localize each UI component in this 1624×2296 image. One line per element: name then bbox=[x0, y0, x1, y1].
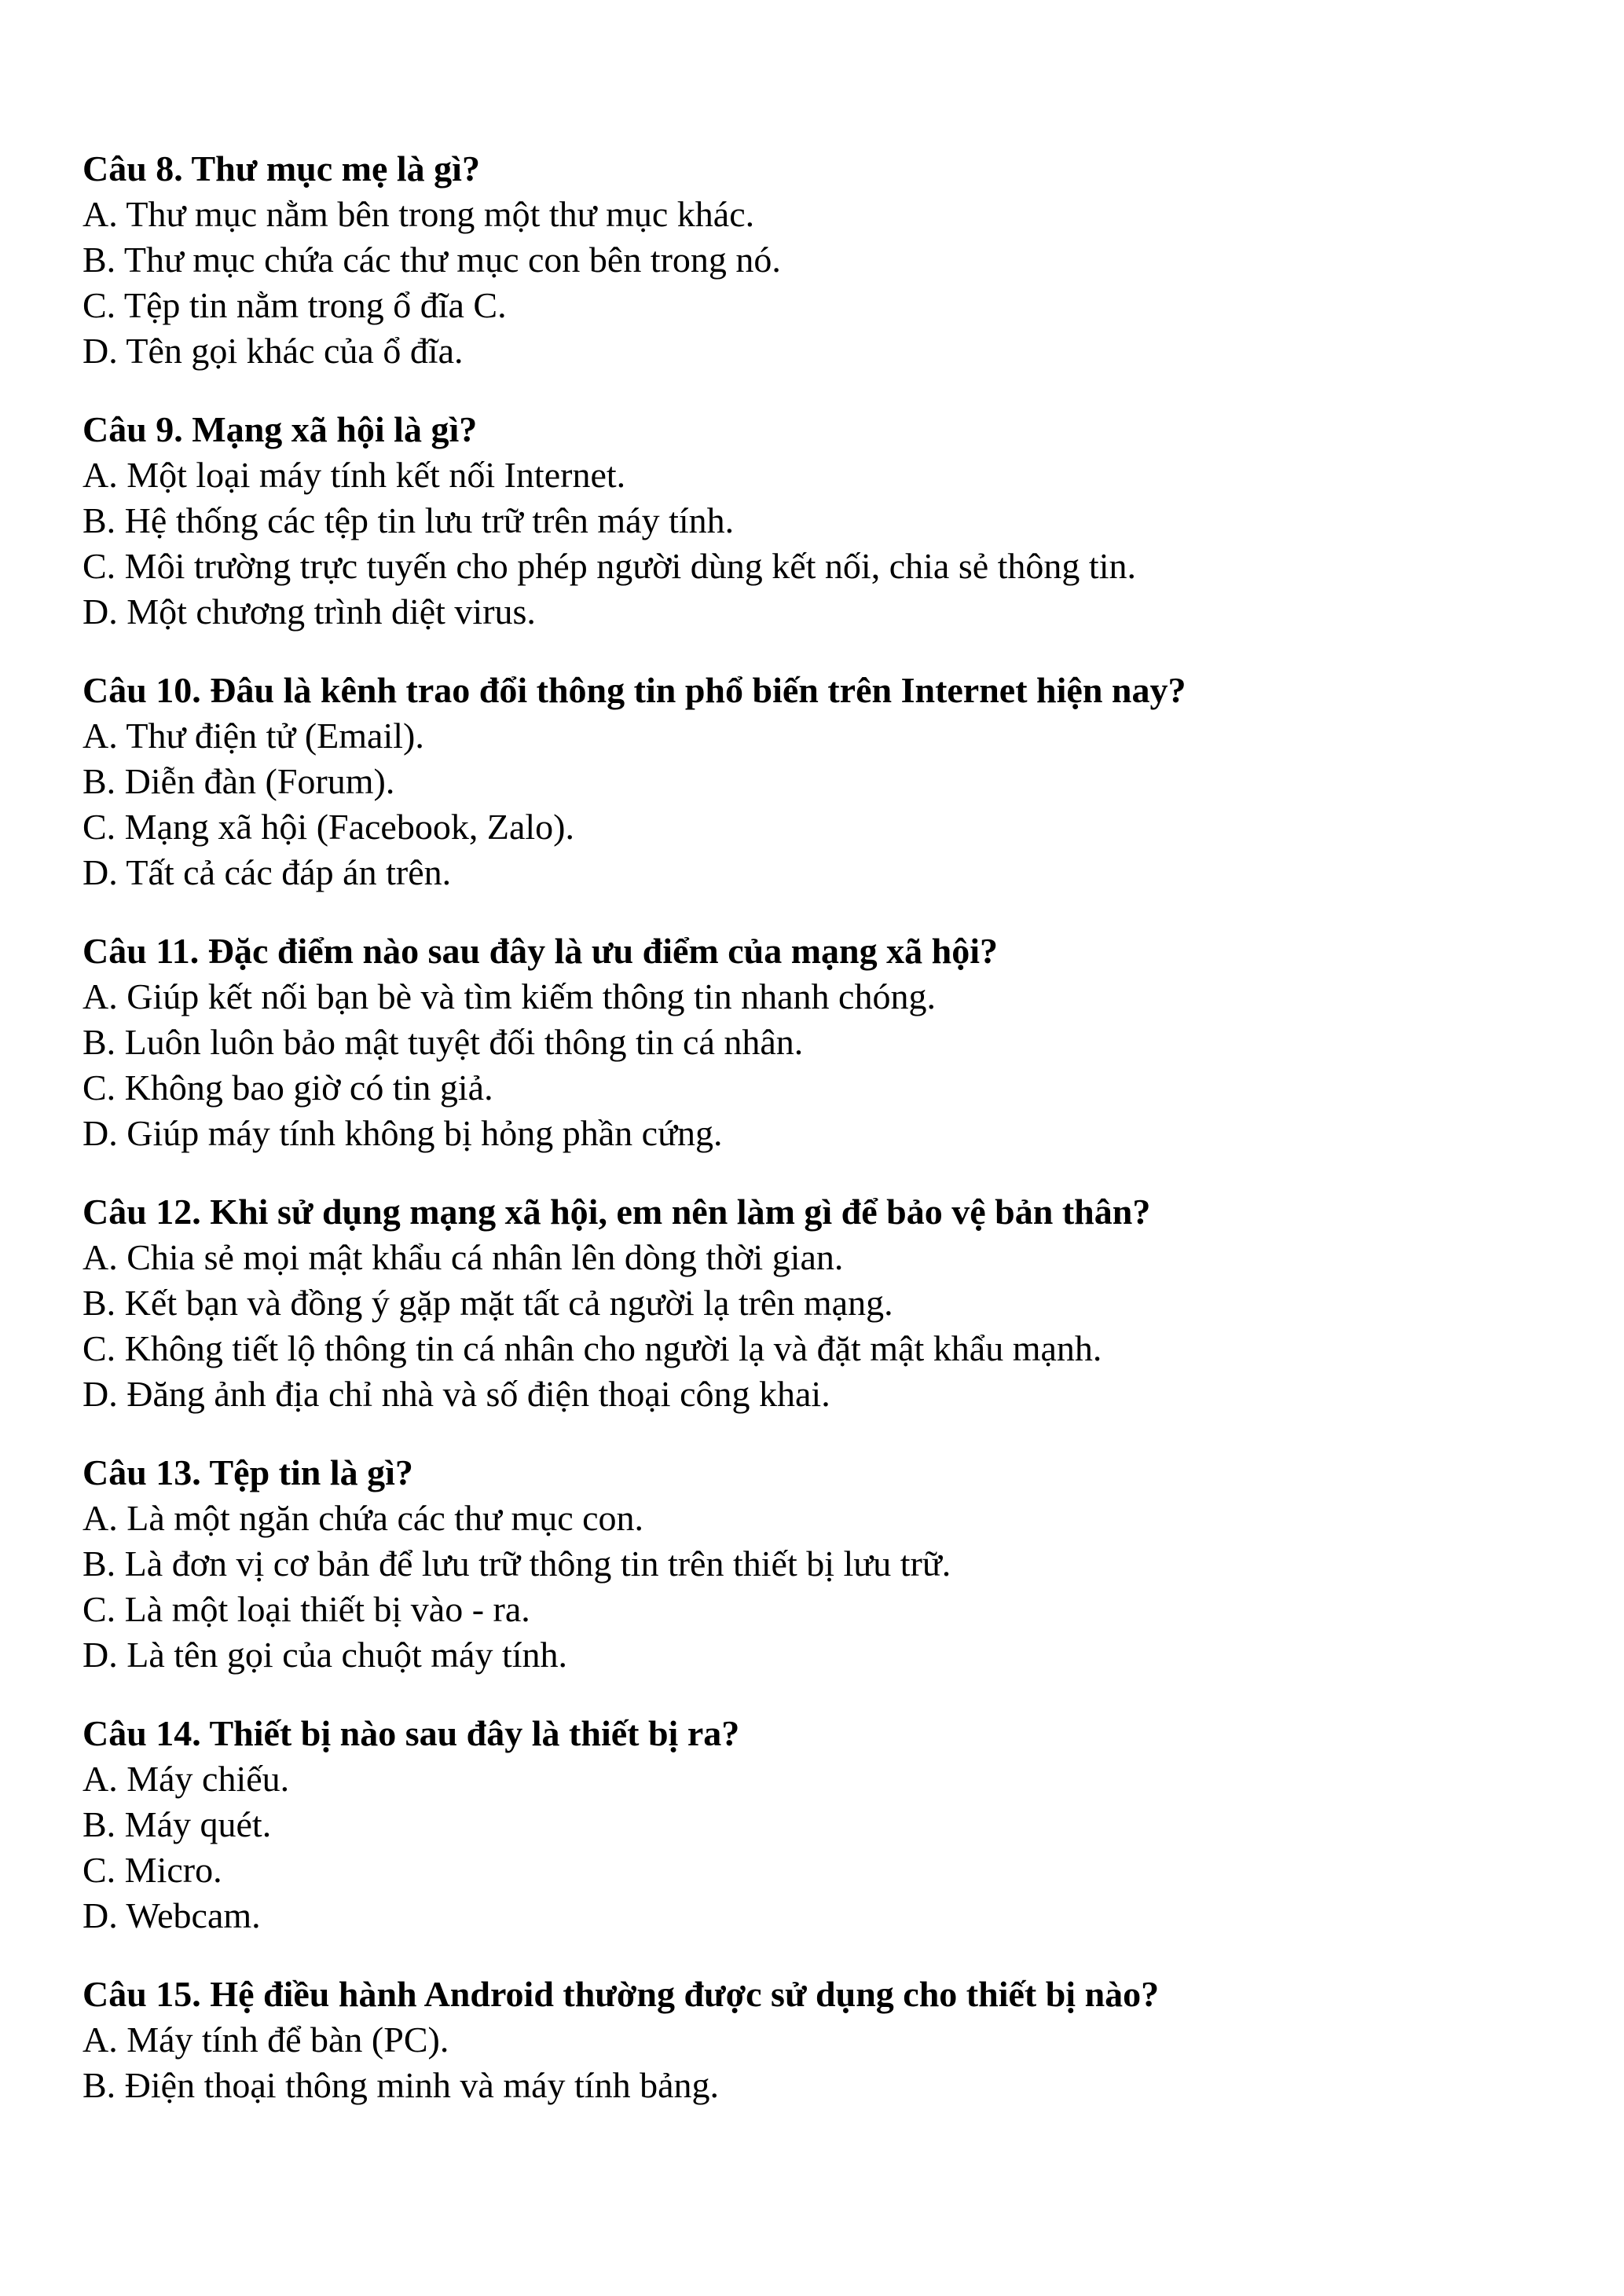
question-block-14 bbox=[82, 1711, 1553, 1939]
answer-option: D. Đăng ảnh địa chỉ nhà và số điện thoại công khai. bbox=[82, 1374, 830, 1414]
answer-option: B. Là đơn vị cơ bản để lưu trữ thông tin trên thiết bị lưu trữ. bbox=[82, 1543, 951, 1584]
answer-option: B. Thư mục chứa các thư mục con bên trong nó. bbox=[82, 240, 781, 280]
answer-option: B. Máy quét. bbox=[82, 1804, 272, 1844]
question-block-13 bbox=[82, 1450, 1553, 1678]
answer-option: A. Chia sẻ mọi mật khẩu cá nhân lên dòng thời gian. bbox=[82, 1237, 844, 1277]
question-block-8 bbox=[82, 146, 1553, 374]
answer-option: A. Thư điện tử (Email). bbox=[82, 716, 424, 756]
answer-option: A. Thư mục nằm bên trong một thư mục khác. bbox=[82, 194, 755, 234]
answer-option: A. Máy tính để bàn (PC). bbox=[82, 2020, 449, 2060]
answer-option: A. Máy chiếu. bbox=[82, 1759, 290, 1799]
question-block-12 bbox=[82, 1189, 1553, 1417]
answer-option: C. Là một loại thiết bị vào - ra. bbox=[82, 1589, 530, 1629]
answer-option: D. Webcam. bbox=[82, 1895, 261, 1935]
answer-option: C. Môi trường trực tuyến cho phép người dùng kết nối, chia sẻ thông tin. bbox=[82, 546, 1136, 586]
question-heading: Câu 13. Tệp tin là gì? bbox=[82, 1452, 413, 1492]
answer-option: C. Micro. bbox=[82, 1850, 222, 1890]
answer-option: D. Tất cả các đáp án trên. bbox=[82, 852, 452, 892]
question-heading: Câu 8. Thư mục mẹ là gì? bbox=[82, 148, 480, 189]
answer-option: C. Không bao giờ có tin giả. bbox=[82, 1067, 493, 1108]
answer-option: A. Giúp kết nối bạn bè và tìm kiếm thông tin nhanh chóng. bbox=[82, 976, 936, 1016]
question-heading: Câu 11. Đặc điểm nào sau đây là ưu điểm của mạng xã hội? bbox=[82, 931, 998, 971]
question-heading: Câu 12. Khi sử dụng mạng xã hội, em nên làm gì để bảo vệ bản thân? bbox=[82, 1192, 1151, 1232]
question-heading: Câu 14. Thiết bị nào sau đây là thiết bị ra? bbox=[82, 1713, 740, 1753]
question-heading: Câu 10. Đâu là kênh trao đổi thông tin phổ biến trên Internet hiện nay? bbox=[82, 670, 1186, 710]
answer-option: C. Không tiết lộ thông tin cá nhân cho người lạ và đặt mật khẩu mạnh. bbox=[82, 1328, 1102, 1368]
question-block-10 bbox=[82, 668, 1553, 895]
answer-option: B. Hệ thống các tệp tin lưu trữ trên máy tính. bbox=[82, 500, 735, 540]
question-block-9 bbox=[82, 407, 1553, 635]
question-heading: Câu 9. Mạng xã hội là gì? bbox=[82, 409, 478, 449]
question-block-15 bbox=[82, 1972, 1553, 2108]
answer-option: D. Giúp máy tính không bị hỏng phần cứng. bbox=[82, 1113, 723, 1153]
answer-option: B. Điện thoại thông minh và máy tính bảng. bbox=[82, 2065, 720, 2105]
answer-option: D. Tên gọi khác của ổ đĩa. bbox=[82, 331, 464, 371]
answer-option: A. Là một ngăn chứa các thư mục con. bbox=[82, 1498, 644, 1538]
answer-option: D. Là tên gọi của chuột máy tính. bbox=[82, 1635, 568, 1675]
answer-option: B. Luôn luôn bảo mật tuyệt đối thông tin cá nhân. bbox=[82, 1022, 804, 1062]
answer-option: D. Một chương trình diệt virus. bbox=[82, 591, 536, 632]
question-block-11 bbox=[82, 928, 1553, 1156]
answer-option: C. Mạng xã hội (Facebook, Zalo). bbox=[82, 807, 574, 847]
answer-option: B. Diễn đàn (Forum). bbox=[82, 761, 395, 801]
question-heading: Câu 15. Hệ điều hành Android thường được sử dụng cho thiết bị nào? bbox=[82, 1974, 1160, 2014]
answer-option: C. Tệp tin nằm trong ổ đĩa C. bbox=[82, 285, 507, 325]
answer-option: B. Kết bạn và đồng ý gặp mặt tất cả người lạ trên mạng. bbox=[82, 1283, 893, 1323]
answer-option: A. Một loại máy tính kết nối Internet. bbox=[82, 455, 626, 495]
